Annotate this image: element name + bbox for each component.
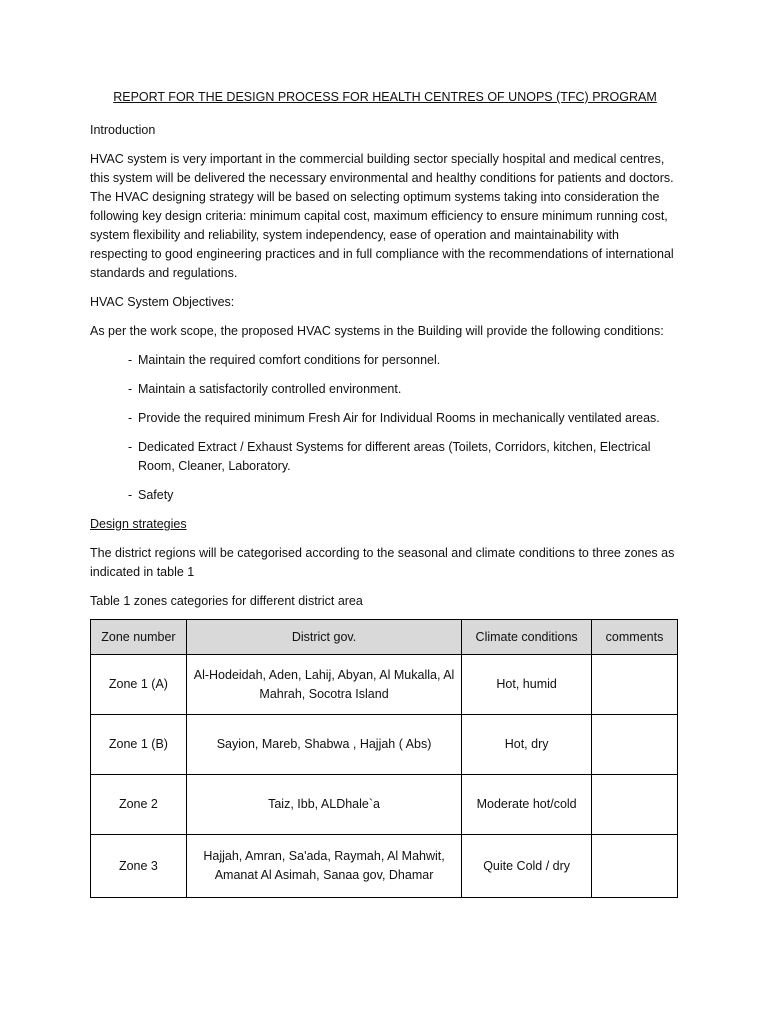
- zone-cell: Zone 1 (B): [91, 715, 187, 775]
- comments-cell: [592, 655, 678, 715]
- table-caption: Table 1 zones categories for different district area: [90, 594, 363, 608]
- table-header-row: [91, 620, 678, 655]
- header-zone-number: Zone number: [91, 620, 187, 655]
- climate-cell: Hot, dry: [462, 715, 592, 775]
- bullet-dash: -: [128, 382, 133, 396]
- introduction-paragraph: HVAC system is very important in the commercial building sector specially hospital and medical centres, this system will be delivered the necessary environmental and healthy conditions for patients and doctors. The HVAC designing strategy will be based on selecting optimum systems taking into consideration the following key design criteria: minimum capital cost, maximum efficiency to ensure minimum running cost, system flexibility and reliability, system independency, ease of operation and maintainability with respecting to good engineering practices and in full compliance with the recommendations of international standards and regulations.: [90, 152, 674, 280]
- design-strategies-heading: Design strategies: [90, 517, 187, 531]
- district-cell: Taiz, Ibb, ALDhale`a: [186, 775, 461, 835]
- report-title: REPORT FOR THE DESIGN PROCESS FOR HEALTH CENTRES OF UNOPS (TFC) PROGRAM: [113, 90, 657, 104]
- list-item: [90, 380, 680, 399]
- table-row: [91, 655, 678, 715]
- bullet-dash: -: [128, 411, 133, 425]
- zone-cell: Zone 3: [91, 835, 187, 898]
- header-district-gov: District gov.: [186, 620, 461, 655]
- header-comments: comments: [592, 620, 678, 655]
- introduction-heading: Introduction: [90, 123, 156, 137]
- table-row: [91, 715, 678, 775]
- comments-cell: [592, 715, 678, 775]
- climate-cell: Quite Cold / dry: [462, 835, 592, 898]
- objectives-intro: As per the work scope, the proposed HVAC systems in the Building will provide the following conditions:: [90, 324, 664, 338]
- document-page: [90, 88, 680, 898]
- district-cell: Al-Hodeidah, Aden, Lahij, Abyan, Al Mukalla, Al Mahrah, Socotra Island: [186, 655, 461, 715]
- list-item-text: Safety: [138, 488, 174, 502]
- climate-cell: Moderate hot/cold: [462, 775, 592, 835]
- climate-cell: Hot, humid: [462, 655, 592, 715]
- bullet-dash: -: [128, 440, 133, 454]
- district-cell: Hajjah, Amran, Sa'ada, Raymah, Al Mahwit, Amanat Al Asimah, Sanaa gov, Dhamar: [186, 835, 461, 898]
- list-item-text: Maintain the required comfort conditions for personnel.: [138, 353, 441, 367]
- table-row: [91, 775, 678, 835]
- list-item-text: Provide the required minimum Fresh Air for Individual Rooms in mechanically ventilated areas.: [138, 411, 660, 425]
- design-strategies-paragraph: The district regions will be categorised according to the seasonal and climate conditions to three zones as indicated in table 1: [90, 546, 675, 579]
- zones-table: [90, 619, 678, 898]
- bullet-dash: -: [128, 353, 133, 367]
- district-cell: Sayion, Mareb, Shabwa , Hajjah ( Abs): [186, 715, 461, 775]
- list-item: [90, 438, 680, 476]
- list-item: [90, 351, 680, 370]
- list-item: [90, 486, 680, 505]
- list-item: [90, 409, 680, 428]
- comments-cell: [592, 775, 678, 835]
- list-item-text: Dedicated Extract / Exhaust Systems for different areas (Toilets, Corridors, kitchen, Electrical Room, Cleaner, Laboratory.: [138, 440, 651, 473]
- header-climate-conditions: Climate conditions: [462, 620, 592, 655]
- zone-cell: Zone 2: [91, 775, 187, 835]
- objectives-heading: HVAC System Objectives:: [90, 295, 235, 309]
- table-row: [91, 835, 678, 898]
- bullet-dash: -: [128, 488, 133, 502]
- objectives-list: [90, 351, 680, 505]
- list-item-text: Maintain a satisfactorily controlled environment.: [138, 382, 402, 396]
- zone-cell: Zone 1 (A): [91, 655, 187, 715]
- comments-cell: [592, 835, 678, 898]
